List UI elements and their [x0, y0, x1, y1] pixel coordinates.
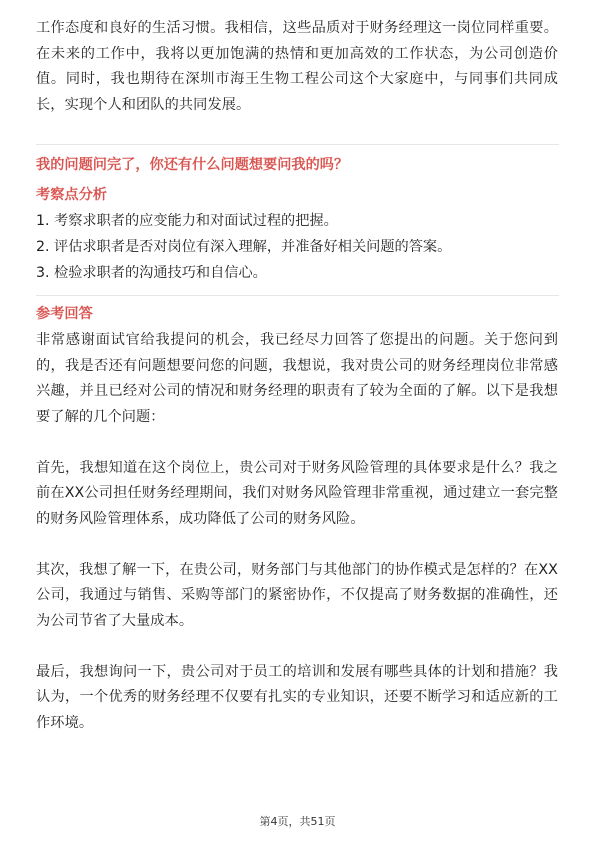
section-divider: [36, 144, 559, 145]
analysis-item: 2. 评估求职者是否对岗位有深入理解，并准备好相关问题的答案。: [36, 239, 452, 255]
answer-label: 参考回答: [36, 306, 93, 322]
analysis-item: 1. 考察求职者的应变能力和对面试过程的把握。: [36, 213, 338, 229]
page-number: 第4页，共51页: [259, 815, 336, 828]
answer-paragraph: 首先，我想知道在这个岗位上，贵公司对于财务风险管理的具体要求是什么？我之前在XX公司担任财务经理期间，我们对财务风险管理非常重视，通过建立一套完整的财务风险管理体系，成功降低了公司的财务风险。: [36, 459, 558, 527]
answer-paragraph: 非常感谢面试官给我提问的机会，我已经尽力回答了您提出的问题。关于您问到的，我是否还有问题想要问您的问题，我想说，我对贵公司的财务经理岗位非常感兴趣，并且已经对公司的情况和财务经理的职责有了较为全面的了解。以下是我想要了解的几个问题：: [36, 332, 558, 425]
intro-paragraph: 工作态度和良好的生活习惯。我相信，这些品质对于财务经理这一岗位同样重要。在未来的工作中，我将以更加饱满的热情和更加高效的工作状态，为公司创造价值。同时，我也期待在深圳市海王生物工程公司这个大家庭中，与同事们共同成长，实现个人和团队的共同发展。: [36, 20, 558, 113]
answer-divider: [36, 295, 559, 296]
analysis-item: 3. 检验求职者的沟通技巧和自信心。: [36, 265, 267, 281]
answer-paragraph: 最后，我想询问一下，贵公司对于员工的培训和发展有哪些具体的计划和措施？我认为，一个优秀的财务经理不仅要有扎实的专业知识，还要不断学习和适应新的工作环境。: [36, 663, 558, 731]
analysis-label: 考察点分析: [36, 187, 107, 203]
answer-paragraph: 其次，我想了解一下，在贵公司，财务部门与其他部门的协作模式是怎样的？在XX公司，我通过与销售、采购等部门的紧密协作，不仅提高了财务数据的准确性，还为公司节省了大量成本。: [36, 561, 558, 629]
answer-block: [36, 328, 558, 762]
question-heading: 我的问题问完了，你还有什么问题想要问我的吗？: [36, 157, 349, 173]
analysis-list: [36, 208, 559, 286]
